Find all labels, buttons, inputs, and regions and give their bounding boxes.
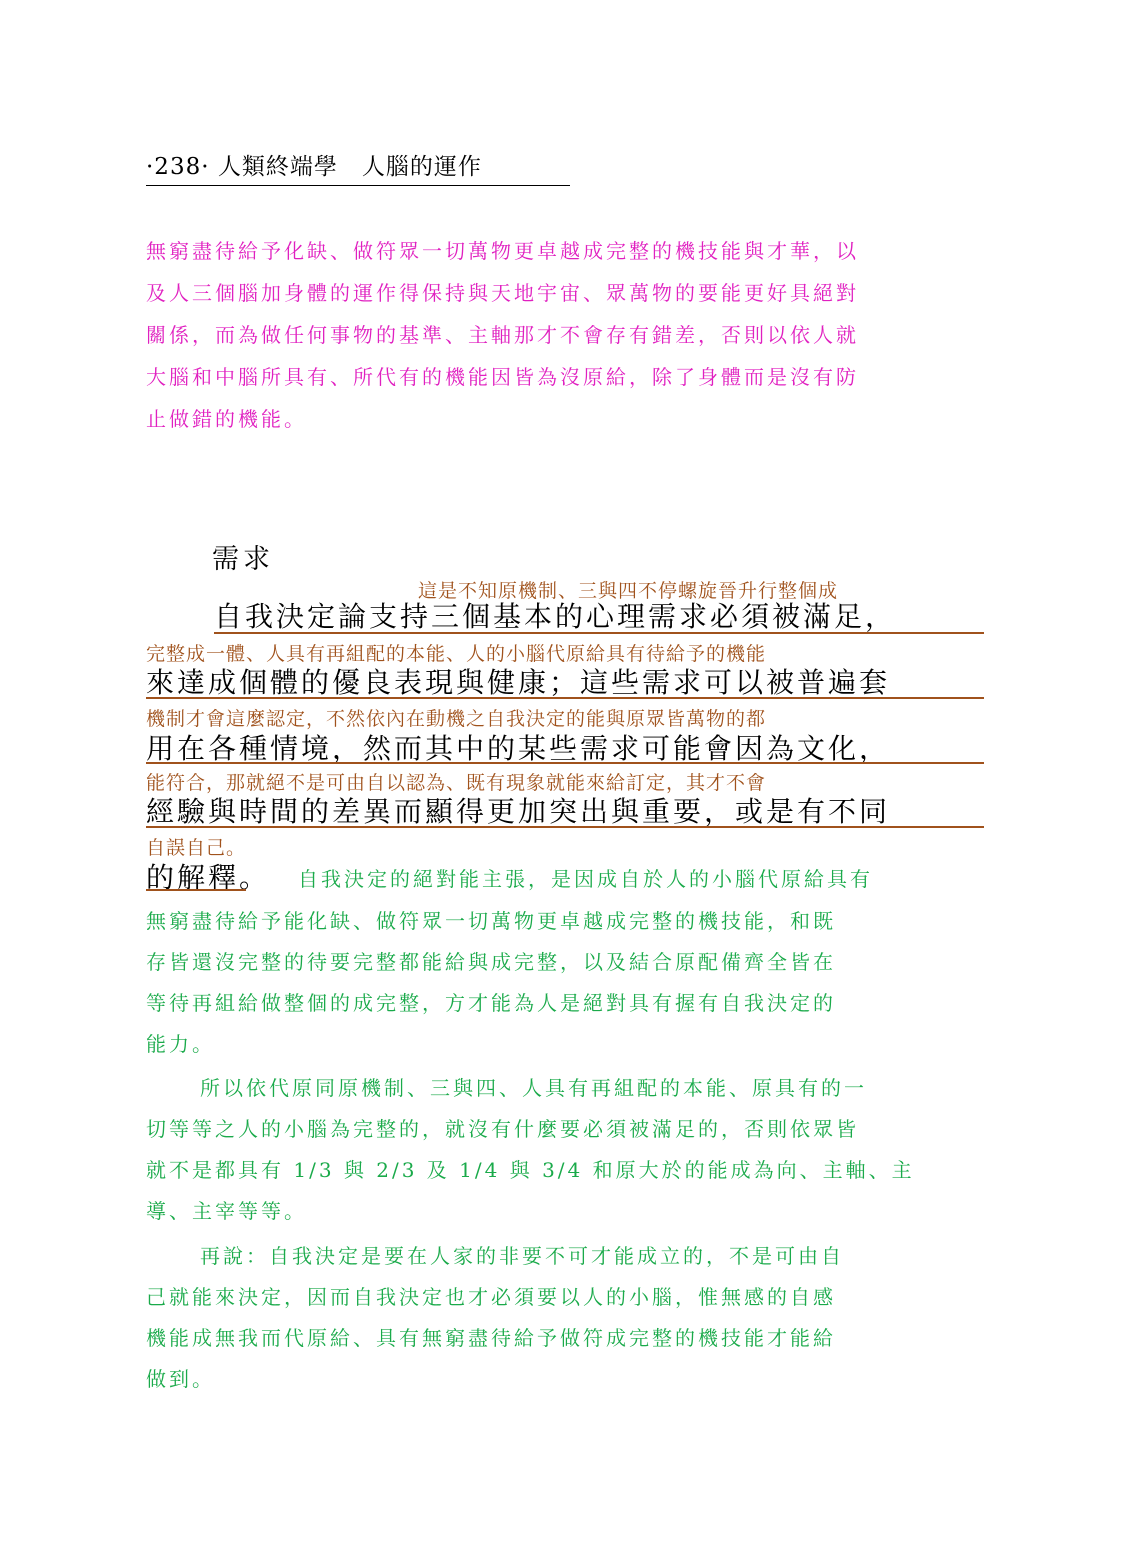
running-header: ·238· 人類終端學 人腦的運作 [146, 148, 570, 186]
text-line: 及人三個腦加身體的運作得保持與天地宇宙、眾萬物的要能更好具絕對 [146, 281, 859, 305]
text-line: 再說：自我決定是要在人家的非要不可才能成立的，不是可由自 [200, 1244, 844, 1268]
quoted-line: 經驗與時間的差異而顯得更加突出與重要，或是有不同 [146, 795, 891, 828]
text-line: 就不是都具有 1/3 與 2/3 及 1/4 與 3/4 和原大於的能成為向、主軸、主 [146, 1158, 915, 1182]
quoted-line: 用在各種情境，然而其中的某些需求可能會因為文化， [146, 732, 891, 765]
text-line: 做到。 [146, 1367, 215, 1391]
quote-underline [146, 697, 984, 699]
annotation-note: 完整成一體、人具有再組配的本能、人的小腦代原給具有待給予的機能 [146, 643, 767, 665]
annotation-note: 自誤自己。 [146, 837, 247, 859]
text-line: 存皆還沒完整的待要完整都能給與成完整，以及結合原配備齊全皆在 [146, 950, 836, 974]
quote-underline [146, 762, 984, 764]
text-line: 己就能來決定，因而自我決定也才必須要以人的小腦，惟無感的自感 [146, 1285, 836, 1309]
text-line: 止做錯的機能。 [146, 407, 307, 431]
quote-underline [146, 826, 984, 828]
text-line: 無窮盡待給予能化缺、做符眾一切萬物更卓越成完整的機技能，和既 [146, 909, 836, 933]
text-line: 機能成無我而代原給、具有無窮盡待給予做符成完整的機技能才能給 [146, 1326, 836, 1350]
annotation-note: 能符合，那就絕不是可由自以認為、既有現象就能來給訂定，其才不會 [146, 772, 767, 794]
commentary-inline: 自我決定的絕對能主張，是因成自於人的小腦代原給具有 [298, 867, 873, 891]
commentary-paragraph-3 [146, 1068, 986, 1232]
quote-underline [214, 632, 984, 634]
text-line: 等待再組給做整個的成完整，方才能為人是絕對具有握有自我決定的 [146, 991, 836, 1015]
commentary-paragraph-2 [146, 901, 986, 1065]
text-line: 能力。 [146, 1032, 215, 1056]
text-line: 所以依代原同原機制、三與四、人具有再組配的本能、原具有的一 [200, 1076, 867, 1100]
text-line: 無窮盡待給予化缺、做符眾一切萬物更卓越成完整的機技能與才華，以 [146, 239, 859, 263]
quoted-line: 的解釋。 [146, 861, 271, 894]
quoted-line: 自我決定論支持三個基本的心理需求必須被滿足， [214, 600, 897, 633]
annotation-note: 這是不知原機制、三與四不停螺旋晉升行整個成 [418, 580, 839, 602]
text-line: 關係，而為做任何事物的基準、主軸那才不會存有錯差，否則以依人就 [146, 323, 859, 347]
annotation-note: 機制才會這麼認定，不然依內在動機之自我決定的能與原眾皆萬物的都 [146, 708, 767, 730]
text-line: 切等等之人的小腦為完整的，就沒有什麼要必須被滿足的，否則依眾皆 [146, 1117, 859, 1141]
text-line: 導、主宰等等。 [146, 1199, 307, 1223]
commentary-paragraph-4 [146, 1236, 986, 1400]
text-line: 大腦和中腦所具有、所代有的機能因皆為沒原給，除了身體而是沒有防 [146, 365, 859, 389]
commentary-paragraph-1 [146, 230, 986, 440]
section-heading: 需求 [212, 544, 274, 575]
quote-underline [146, 889, 246, 891]
quoted-line: 來達成個體的優良表現與健康；這些需求可以被普遍套 [146, 666, 891, 699]
